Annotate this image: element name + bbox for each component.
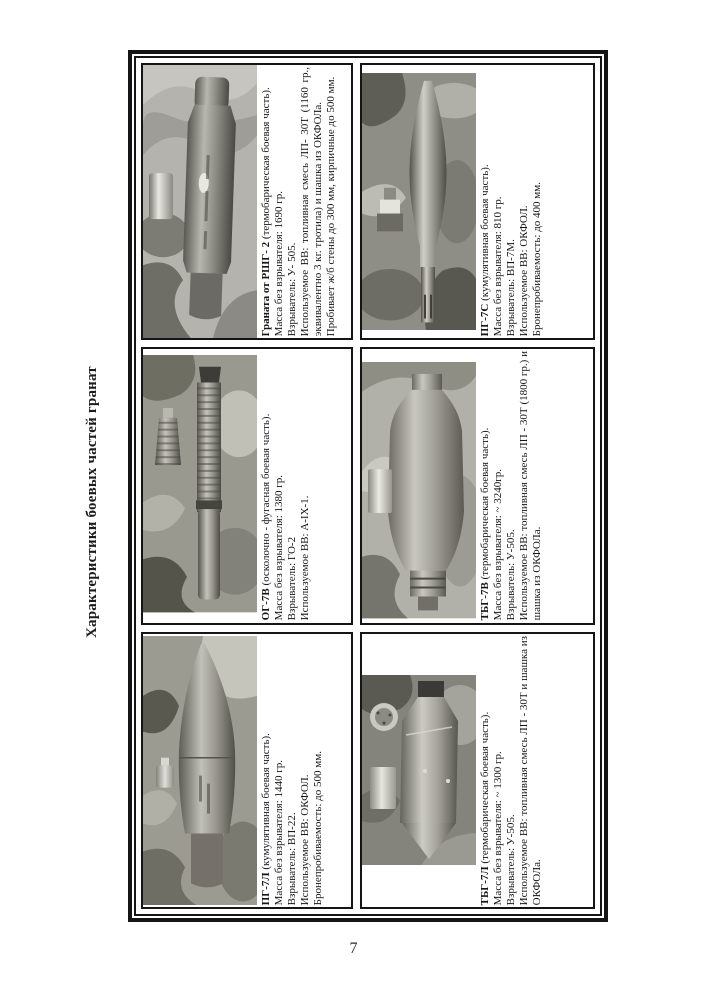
cell-pg7s [360, 63, 595, 340]
spec-line: Пробивает ж/б стены до 300 мм, кирпичные до 500 мм. [325, 76, 337, 337]
spec-line: Взрыватель: У-505. [505, 529, 517, 621]
pg7l-model: ПГ-7Л [260, 872, 272, 905]
tbg7l-grenade-photo [362, 675, 476, 865]
pg7l-grenade-photo [143, 636, 257, 905]
pg7s-title: ПГ-7С (кумулятивная боевая часть). [479, 164, 491, 337]
tbg7l-title: ТБГ-7Л (термобарическая боевая часть). [479, 711, 491, 905]
pg7l-munition-icon [143, 636, 257, 905]
table-grid [141, 63, 595, 909]
pg7s-description [476, 65, 593, 338]
grenade-warheads-table [128, 50, 608, 922]
spec-line: Бронепробиваемость: до 500 мм. [312, 750, 324, 905]
tbg7l-munition-icon [362, 675, 476, 865]
tbg7v-model: ТБГ-7В [479, 582, 491, 621]
og7v-munition-icon [143, 355, 257, 612]
spec-line: Масса без взрывателя: ~ 1300 гр. [492, 750, 504, 905]
spec-line: Бронепробиваемость: до 400 мм. [531, 182, 543, 337]
cell-pg7l [141, 632, 353, 909]
spec-line: Масса без взрывателя: ~ 3240гр. [492, 469, 504, 621]
rshg2-model: Граната от РШГ- 2 [260, 241, 272, 337]
pg7s-munition-icon [362, 73, 476, 330]
rshg2-description [257, 65, 351, 338]
spec-line: Взрыватель: ВП-7М. [505, 239, 517, 337]
cell-tbg7v [360, 347, 595, 624]
rshg2-grenade-photo [143, 65, 257, 338]
pg7s-grenade-photo [362, 73, 476, 330]
spec-line: Масса без взрывателя: 1690 гр. [273, 190, 285, 337]
rshg2-title: Граната от РШГ- 2 (термобарическая боевая часть). [260, 87, 272, 337]
rshg2-munition-icon [143, 65, 257, 338]
spec-line: Взрыватель: ГО-2 [286, 537, 298, 621]
og7v-description [257, 349, 351, 622]
spec-line: Используемое ВВ: топливная смесь ЛП - 30Т и шашка из ОКФОЛа. [518, 635, 543, 905]
pg7s-model: ПГ-7С [479, 303, 491, 337]
pg7l-title: ПГ-7Л (кумулятивная боевая часть). [260, 732, 272, 905]
spec-line: Масса без взрывателя: 1440 гр. [273, 759, 285, 905]
spec-line: Используемое ВВ: топливная смесь ЛП- 30Т (1160 гр., эквивалентно 3 кг. тротила) и шашка из ОКФОЛа. [299, 67, 324, 337]
cell-og7v [141, 347, 353, 624]
tbg7v-description [476, 349, 593, 622]
tbg7l-model: ТБГ-7Л [479, 866, 491, 905]
tbg7v-title: ТБГ-7В (термобарическая боевая часть). [479, 427, 491, 621]
cell-tbg7l [360, 632, 595, 909]
spec-line: Взрыватель: ВП-22. [286, 812, 298, 905]
tbg7v-grenade-photo [362, 362, 476, 618]
spec-line: Используемое ВВ: ОКФОЛ. [518, 205, 530, 337]
spec-line: Используемое ВВ: топливная смесь ЛП - 30Т (1800 гр.) и шашка из ОКФОЛа. [518, 351, 543, 621]
og7v-title: ОГ-7В (осколочно - фугасная боевая часть). [260, 414, 272, 621]
spec-line: Масса без взрывателя: 810 гр. [492, 196, 504, 337]
page-side-title: Характеристики боевых частей гранат [84, 366, 100, 638]
spec-line: Взрыватель: У- 505. [286, 242, 298, 337]
pg7l-description [257, 634, 351, 907]
tbg7l-description [476, 634, 593, 907]
tbg7v-munition-icon [362, 362, 476, 618]
cell-rshg2 [141, 63, 353, 340]
table-inner-frame [134, 56, 602, 916]
spec-line: Взрыватель: У-505. [505, 814, 517, 905]
spec-line: Масса без взрывателя: 1380 гр. [273, 475, 285, 621]
spec-line: Используемое ВВ: ОКФОЛ. [299, 774, 311, 905]
og7v-grenade-photo [143, 355, 257, 612]
og7v-model: ОГ-7В [260, 588, 272, 621]
spec-line: Используемое ВВ: А-IX-1. [299, 495, 311, 621]
page-number: 7 [349, 940, 358, 957]
